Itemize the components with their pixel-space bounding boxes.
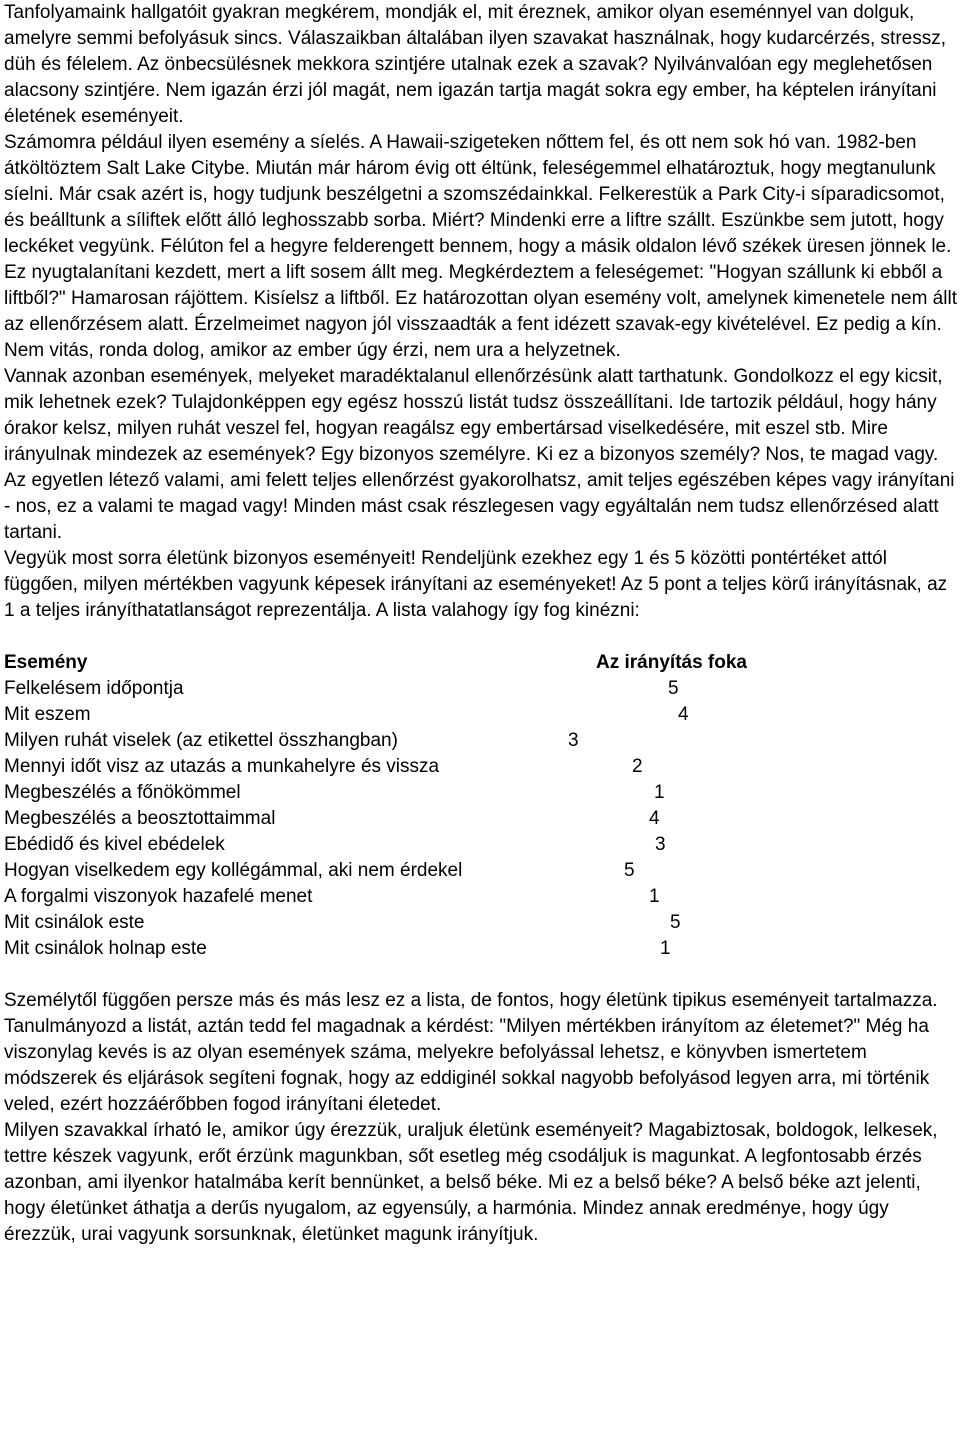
table-cell-event: Mit eszem — [4, 704, 91, 725]
table-cell-event: Megbeszélés a beosztottaimmal — [4, 808, 276, 829]
table-row — [4, 832, 958, 858]
table-row — [4, 728, 958, 754]
table-cell-score: 5 — [668, 678, 679, 699]
table-cell-score: 3 — [655, 834, 666, 855]
table-cell-score: 4 — [649, 808, 660, 829]
blank-line — [4, 624, 958, 650]
paragraph-intro-3: Vannak azonban események, melyeket maradéktalanul ellenőrzésünk alatt tarthatunk. Gondolkozz el egy kicsit, mik lehetnek ezek? Tulajdonképpen egy egész hosszú listát tudsz összeállítani. Ide tartozik például, hogy hány órakor kelsz, milyen ruhát veszel fel, hogyan reagálsz egy embertársad viselkedésére, mit eszel stb. Mire irányulnak mindezek az események? Egy bizonyos személyre. Ki ez a bizonyos személy? Nos, te magad vagy. Az egyetlen létező valami, ami felett teljes ellenőrzést gyakorolhatsz, amit teljes egészében képes vagy irányítani - nos, ez a valami te magad vagy! Minden mást csak részlegesen vagy egyáltalán nem tudsz ellenőrzésed alatt tartani. — [4, 366, 955, 543]
table-row — [4, 884, 958, 910]
table-header-score: Az irányítás foka — [596, 652, 747, 673]
paragraph-intro-4: Vegyük most sorra életünk bizonyos eseményeit! Rendeljünk ezekhez egy 1 és 5 közötti pontértéket attól függően, milyen mértékben vagyunk képesek irányítani az eseményeket! Az 5 pont a teljes körű irányításnak, az 1 a teljes irányíthatatlanságot reprezentálja. A lista valahogy így fog kinézni: — [4, 548, 948, 621]
table-cell-score: 5 — [670, 912, 681, 933]
paragraph-intro-1: Tanfolyamaink hallgatóit gyakran megkérem, mondják el, mit éreznek, amikor olyan eseménnyel van dolguk, amelyre semmi befolyásuk sincs. Válaszaikban általában ilyen szavakat használnak, hogy kudarcérzés, stressz, düh és félelem. Az önbecsülésnek mekkora szintjére utalnak ezek a szavak? Nyilvánvalóan egy meglehetősen alacsony szintjére. Nem igazán érzi jól magát, nem igazán tartja magát sokra egy ember, ha képtelen irányítani életének eseményeit. — [4, 2, 947, 127]
table-row — [4, 754, 958, 780]
table-header-row — [4, 650, 958, 676]
table-cell-score: 5 — [624, 860, 635, 881]
table-cell-score: 1 — [654, 782, 665, 803]
paragraph-outro-2: Milyen szavakkal írható le, amikor úgy érezzük, uraljuk életünk eseményeit? Magabiztosak, boldogok, lelkesek, tettre készek vagyunk, erőt érzünk magunkban, sőt esetleg még csodáljuk is magunkat. A legfontosabb érzés azonban, ami ilyenkor hatalmába kerít bennünket, a belső béke. Mi ez a belső béke? A belső béke azt jelenti, hogy életünket áthatja a derűs nyugalom, az egyensúly, a harmónia. Mindez annak eredménye, hogy úgy érezzük, urai vagyunk sorsunknak, életünket magunk irányítjuk. — [4, 1120, 938, 1245]
blank-line — [4, 962, 958, 988]
table-row — [4, 676, 958, 702]
table-cell-event: Hogyan viselkedem egy kollégámmal, aki nem érdekel — [4, 860, 463, 881]
table-cell-score: 4 — [678, 704, 689, 725]
table-cell-score: 1 — [660, 938, 671, 959]
table-cell-event: Mit csinálok holnap este — [4, 938, 207, 959]
control-table — [4, 650, 958, 962]
table-cell-event: Mennyi időt visz az utazás a munkahelyre és vissza — [4, 756, 440, 777]
paragraph-intro-2: Számomra például ilyen esemény a síelés. A Hawaii-szigeteken nőttem fel, és ott nem sok hó van. 1982-ben átköltöztem Salt Lake Citybe. Miután már három évig ott éltünk, feleségemmel elhatároztuk, hogy megtanulunk síelni. Már csak azért is, hogy tudjunk beszélgetni a szomszédainkkal. Felkerestük a Park City-i síparadicsomot, és beálltunk a síliftek előtt álló leghosszabb sorba. Miért? Mindenki erre a liftre szállt. Eszünkbe sem jutott, hogy leckéket vegyünk. Félúton fel a hegyre felderengett bennem, hogy a másik oldalon lévő székek üresen jönnek le. Ez nyugtalanítani kezdett, mert a lift sosem állt meg. Megkérdeztem a feleségemet: "Hogyan szállunk ki ebből a liftből?" Hamarosan rájöttem. Kisíelsz a liftből. Ez határozottan olyan esemény volt, amelynek kimenetele nem állt az ellenőrzésem alatt. Érzelmeimet nagyon jól visszaadták a fent idézett szavak-egy kivételével. Ez pedig a kín. Nem vitás, ronda dolog, amikor az ember úgy érzi, nem ura a helyzetnek. — [4, 132, 957, 361]
document-page — [4, 0, 958, 1248]
table-cell-event: Felkelésem időpontja — [4, 678, 184, 699]
paragraph-outro-1: Személytől függően persze más és más lesz ez a lista, de fontos, hogy életünk tipikus eseményeit tartalmazza. Tanulmányozd a listát, aztán tedd fel magadnak a kérdést: "Milyen mértékben irányítom az életemet?" Még ha viszonylag kevés is az olyan események száma, melyekre befolyással lehetsz, e könyvben ismertetem módszerek és eljárások segíteni fognak, hogy az eddiginél sokkal nagyobb befolyásod legyen arra, mi történik veled, ezért hozzáérőbben fogod irányítani életedet. — [4, 990, 938, 1115]
table-cell-event: A forgalmi viszonyok hazafelé menet — [4, 886, 313, 907]
table-cell-score: 1 — [649, 886, 660, 907]
table-header-event: Esemény — [4, 652, 88, 673]
table-cell-event: Megbeszélés a főnökömmel — [4, 782, 241, 803]
table-cell-event: Milyen ruhát viselek (az etikettel összhangban) — [4, 730, 398, 751]
table-row — [4, 780, 958, 806]
table-row — [4, 936, 958, 962]
table-cell-score: 2 — [632, 756, 643, 777]
table-row — [4, 910, 958, 936]
table-cell-event: Ebédidő és kivel ebédelek — [4, 834, 225, 855]
table-row — [4, 806, 958, 832]
table-row — [4, 858, 958, 884]
table-cell-event: Mit csinálok este — [4, 912, 145, 933]
table-cell-score: 3 — [568, 730, 579, 751]
table-row — [4, 702, 958, 728]
